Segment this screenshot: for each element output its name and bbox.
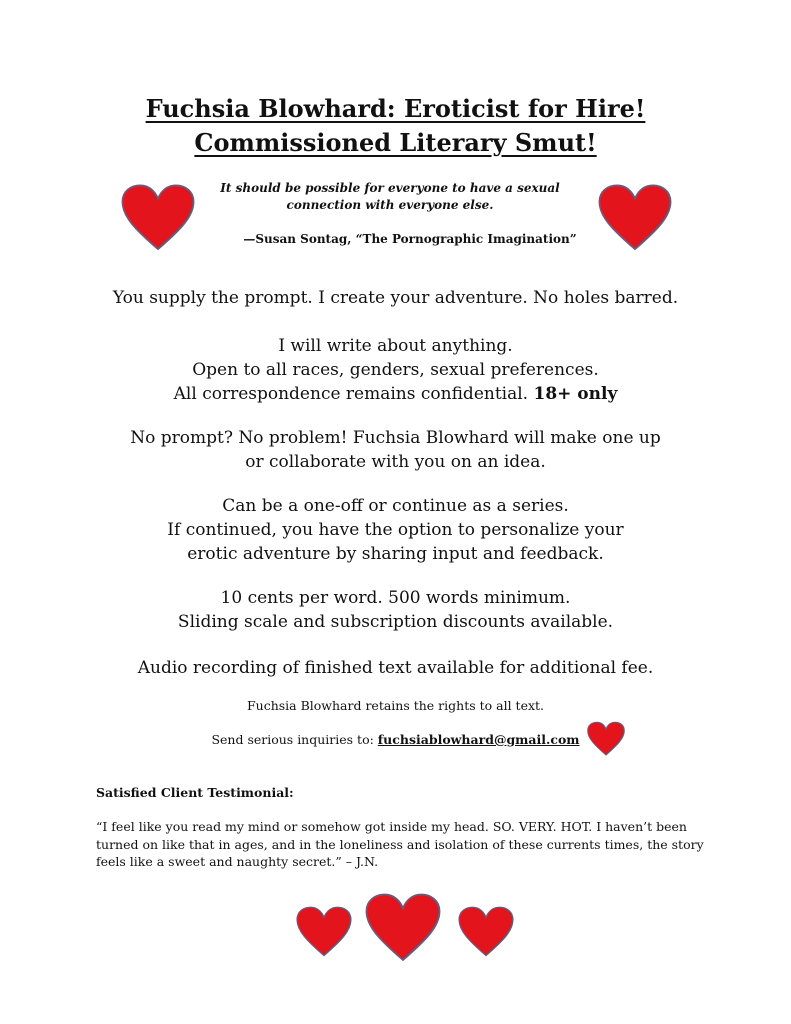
- price-line-1: 10 cents per word. 500 words minimum.: [220, 588, 571, 608]
- anything-line-3: [0, 382, 791, 406]
- inquiries-prefix: Send serious inquiries to:: [211, 732, 374, 747]
- anything-paragraph: [0, 334, 791, 406]
- epigraph-attribution: —Susan Sontag, “The Pornographic Imagination”: [243, 232, 577, 246]
- heart-icon: [121, 183, 195, 253]
- prompt-paragraph: [0, 286, 791, 310]
- epigraph-quote-line-2: connection with everyone else.: [286, 198, 494, 212]
- title-line-1: Fuchsia Blowhard: Eroticist for Hire!: [145, 94, 646, 123]
- age-notice: 18+ only: [533, 384, 618, 404]
- inquiries-line: [0, 731, 791, 749]
- testimonial-text: “I feel like you read my mind or somehow got inside my head. SO. VERY. HOT. I haven’t been turned on like that in ages, and in the loneliness and isolation of these currents times, the story feels like a sweet and naughty secret.” – J.N.: [96, 819, 704, 869]
- series-line-3: erotic adventure by sharing input and feedback.: [187, 544, 604, 564]
- price-line-2: Sliding scale and subscription discounts available.: [177, 612, 614, 632]
- title-line-2: Commissioned Literary Smut!: [194, 128, 597, 157]
- epigraph-quote-line-1: It should be possible for everyone to have a sexual: [220, 181, 560, 195]
- no-prompt-line-2: or collaborate with you on an idea.: [245, 452, 546, 472]
- price-paragraph: [0, 586, 791, 634]
- audio-paragraph: [0, 656, 791, 680]
- series-paragraph: [0, 494, 791, 566]
- rights-notice: Fuchsia Blowhard retains the rights to all text.: [246, 698, 545, 713]
- heart-icon: [365, 892, 441, 964]
- no-prompt-line-1: No prompt? No problem! Fuchsia Blowhard will make one up: [130, 428, 661, 448]
- audio-line: Audio recording of finished text available for additional fee.: [137, 658, 654, 678]
- anything-line-2: Open to all races, genders, sexual preferences.: [192, 360, 599, 380]
- epigraph-quote: [200, 180, 580, 214]
- prompt-line: You supply the prompt. I create your adventure. No holes barred.: [112, 288, 679, 308]
- anything-line-1: I will write about anything.: [278, 336, 513, 356]
- series-line-2: If continued, you have the option to personalize your: [167, 520, 624, 540]
- series-line-1: Can be a one-off or continue as a series.: [222, 496, 569, 516]
- heart-icon: [458, 904, 514, 960]
- heart-icon: [296, 904, 352, 960]
- confidential-text: All correspondence remains confidential.: [173, 384, 529, 404]
- no-prompt-paragraph: [0, 426, 791, 474]
- email-link[interactable]: fuchsiablowhard@gmail.com: [377, 732, 580, 747]
- testimonial-heading: Satisfied Client Testimonial:: [96, 785, 294, 800]
- page-title: [0, 92, 791, 160]
- heart-icon: [587, 721, 625, 757]
